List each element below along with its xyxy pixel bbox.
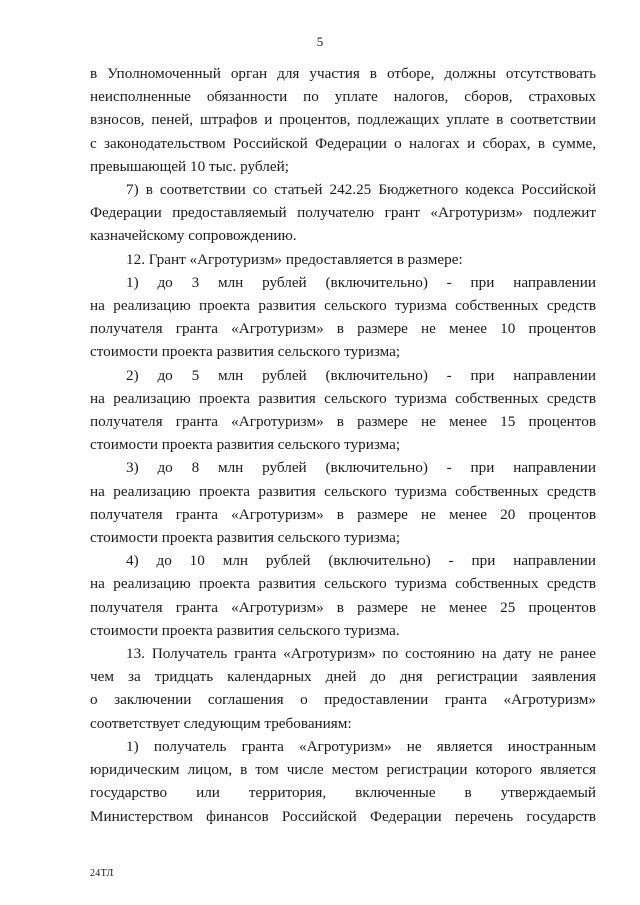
document-body — [90, 62, 596, 828]
paragraph-continuation — [90, 62, 596, 178]
text-line: в Уполномоченный орган для участия в отборе, должны отсутствовать — [90, 65, 596, 82]
text-line: стоимости проекта развития сельского туризма; — [90, 343, 401, 361]
text-line: на реализацию проекта развития сельского туризма собственных средств — [90, 297, 596, 315]
text-line: соответствует следующим требованиям: — [90, 714, 352, 732]
paragraph-subitem-4 — [90, 549, 596, 642]
text-line: 2) до 5 млн рублей (включительно) - при направлении — [126, 366, 596, 384]
text-line: о заключении соглашения о предоставлении гранта «Агротуризм» — [90, 691, 596, 709]
text-line: 1) получатель гранта «Агротуризм» не является иностранным — [126, 737, 596, 755]
text-line: 4) до 10 млн рублей (включительно) - при направлении — [126, 552, 596, 570]
text-line: государство или территория, включенные в утверждаемый — [90, 784, 596, 802]
text-line: 12. Грант «Агротуризм» предоставляется в размере: — [126, 250, 463, 268]
paragraph-clause-13 — [90, 642, 596, 735]
text-line: стоимости проекта развития сельского туризма; — [90, 529, 401, 547]
text-line: с законодательством Российской Федерации о налогах и сборах, в сумме, — [90, 134, 596, 152]
paragraph-item-7 — [90, 178, 596, 248]
page-number: 5 — [316, 34, 324, 49]
paragraph-requirement-1 — [90, 735, 596, 828]
paragraph-clause-12 — [90, 248, 596, 271]
text-line: получателя гранта «Агротуризм» в размере не менее 20 процентов — [90, 505, 596, 523]
text-line: Министерством финансов Российской Федерации перечень государств — [90, 807, 596, 825]
text-line: казначейскому сопровождению. — [90, 227, 297, 245]
text-line: получателя гранта «Агротуризм» в размере не менее 15 процентов — [90, 413, 596, 431]
text-line: стоимости проекта развития сельского туризма. — [90, 621, 400, 639]
text-line: на реализацию проекта развития сельского туризма собственных средств — [90, 389, 596, 407]
text-line: неисполненные обязанности по уплате налогов, сборов, страховых — [90, 88, 596, 106]
text-line: на реализацию проекта развития сельского туризма собственных средств — [90, 482, 596, 500]
text-line: Федерации предоставляемый получателю грант «Агротуризм» подлежит — [90, 204, 596, 222]
text-line: на реализацию проекта развития сельского туризма собственных средств — [90, 575, 596, 593]
text-line: получателя гранта «Агротуризм» в размере не менее 10 процентов — [90, 320, 596, 338]
document-footer-code: 24ТЛ — [90, 868, 114, 879]
text-line: 13. Получатель гранта «Агротуризм» по состоянию на дату не ранее — [126, 645, 596, 663]
paragraph-subitem-3 — [90, 456, 596, 549]
text-line: юридическим лицом, в том числе местом регистрации которого является — [90, 761, 596, 779]
paragraph-subitem-2 — [90, 364, 596, 457]
text-line: 1) до 3 млн рублей (включительно) - при направлении — [126, 273, 596, 291]
text-line: чем за тридцать календарных дней до дня регистрации заявления — [90, 668, 596, 686]
text-line: получателя гранта «Агротуризм» в размере не менее 25 процентов — [90, 598, 596, 616]
text-line: 3) до 8 млн рублей (включительно) - при направлении — [126, 459, 596, 477]
text-line: превышающей 10 тыс. рублей; — [90, 157, 289, 175]
text-line: 7) в соответствии со статьей 242.25 Бюджетного кодекса Российской — [126, 181, 596, 199]
paragraph-subitem-1 — [90, 271, 596, 364]
text-line: стоимости проекта развития сельского туризма; — [90, 436, 401, 454]
text-line: взносов, пеней, штрафов и процентов, подлежащих уплате в соответствии — [90, 111, 596, 129]
